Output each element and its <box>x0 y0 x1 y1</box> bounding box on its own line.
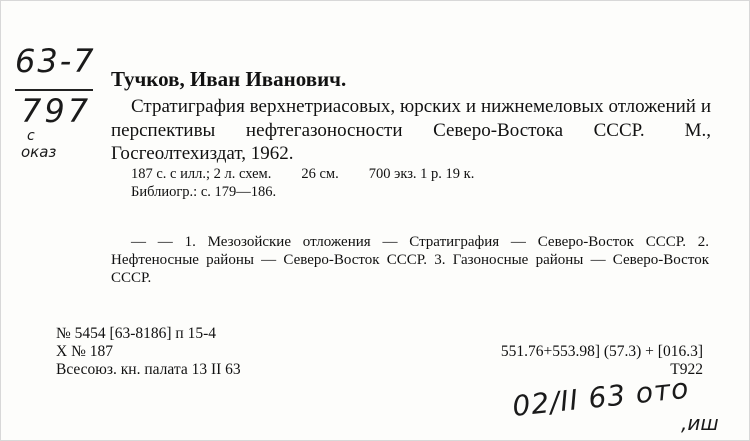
handwritten-fraction-line <box>15 89 93 91</box>
handwritten-signature-2: ,иш <box>681 411 719 435</box>
handwritten-signature: 02/II 63 ото <box>510 371 691 423</box>
title-and-imprint <box>111 95 711 166</box>
series-number: X № 187 <box>56 343 113 360</box>
footer-left <box>56 325 241 379</box>
card-number: № 5454 [63-8186] п 15-4 <box>56 325 216 342</box>
author-code: Т922 <box>670 361 703 378</box>
subject-headings: — — 1. Мезозойские отложения — Стратиграфия — Северо-Восток СССР. 2. Нефтеносные районы — Северо-Восток СССР. 3. Газоносные районы — Северо-Восток СССР. <box>111 234 709 286</box>
author-heading: Тучков, Иван Иванович. <box>111 67 347 91</box>
size: 26 см. <box>301 166 339 182</box>
handwritten-shelf-mark-bottom: 797 <box>21 92 92 130</box>
handwritten-note-2: оказ <box>21 143 57 161</box>
handwritten-note: с <box>27 128 35 144</box>
udc-classification: 551.76+553.98] (57.3) + [016.3] <box>500 343 703 360</box>
copies-price: 700 экз. 1 р. 19 к. <box>368 166 475 182</box>
imprint: М., Госгеолтехиздат, 1962. <box>111 119 711 164</box>
bibliography-note: Библиогр.: с. 179—186. <box>131 184 277 200</box>
handwritten-shelf-mark-top: 63-7 <box>15 42 96 80</box>
physical-description <box>131 165 474 201</box>
book-title: Стратиграфия верхнетриасовых, юрских и нижнемеловых отложений и перспективы нефтегазоносности Северо-Востока СССР. <box>111 96 711 141</box>
pages: 187 с. с илл.; 2 л. схем. <box>131 166 272 182</box>
book-chamber: Всесоюз. кн. палата 13 II 63 <box>56 361 241 378</box>
